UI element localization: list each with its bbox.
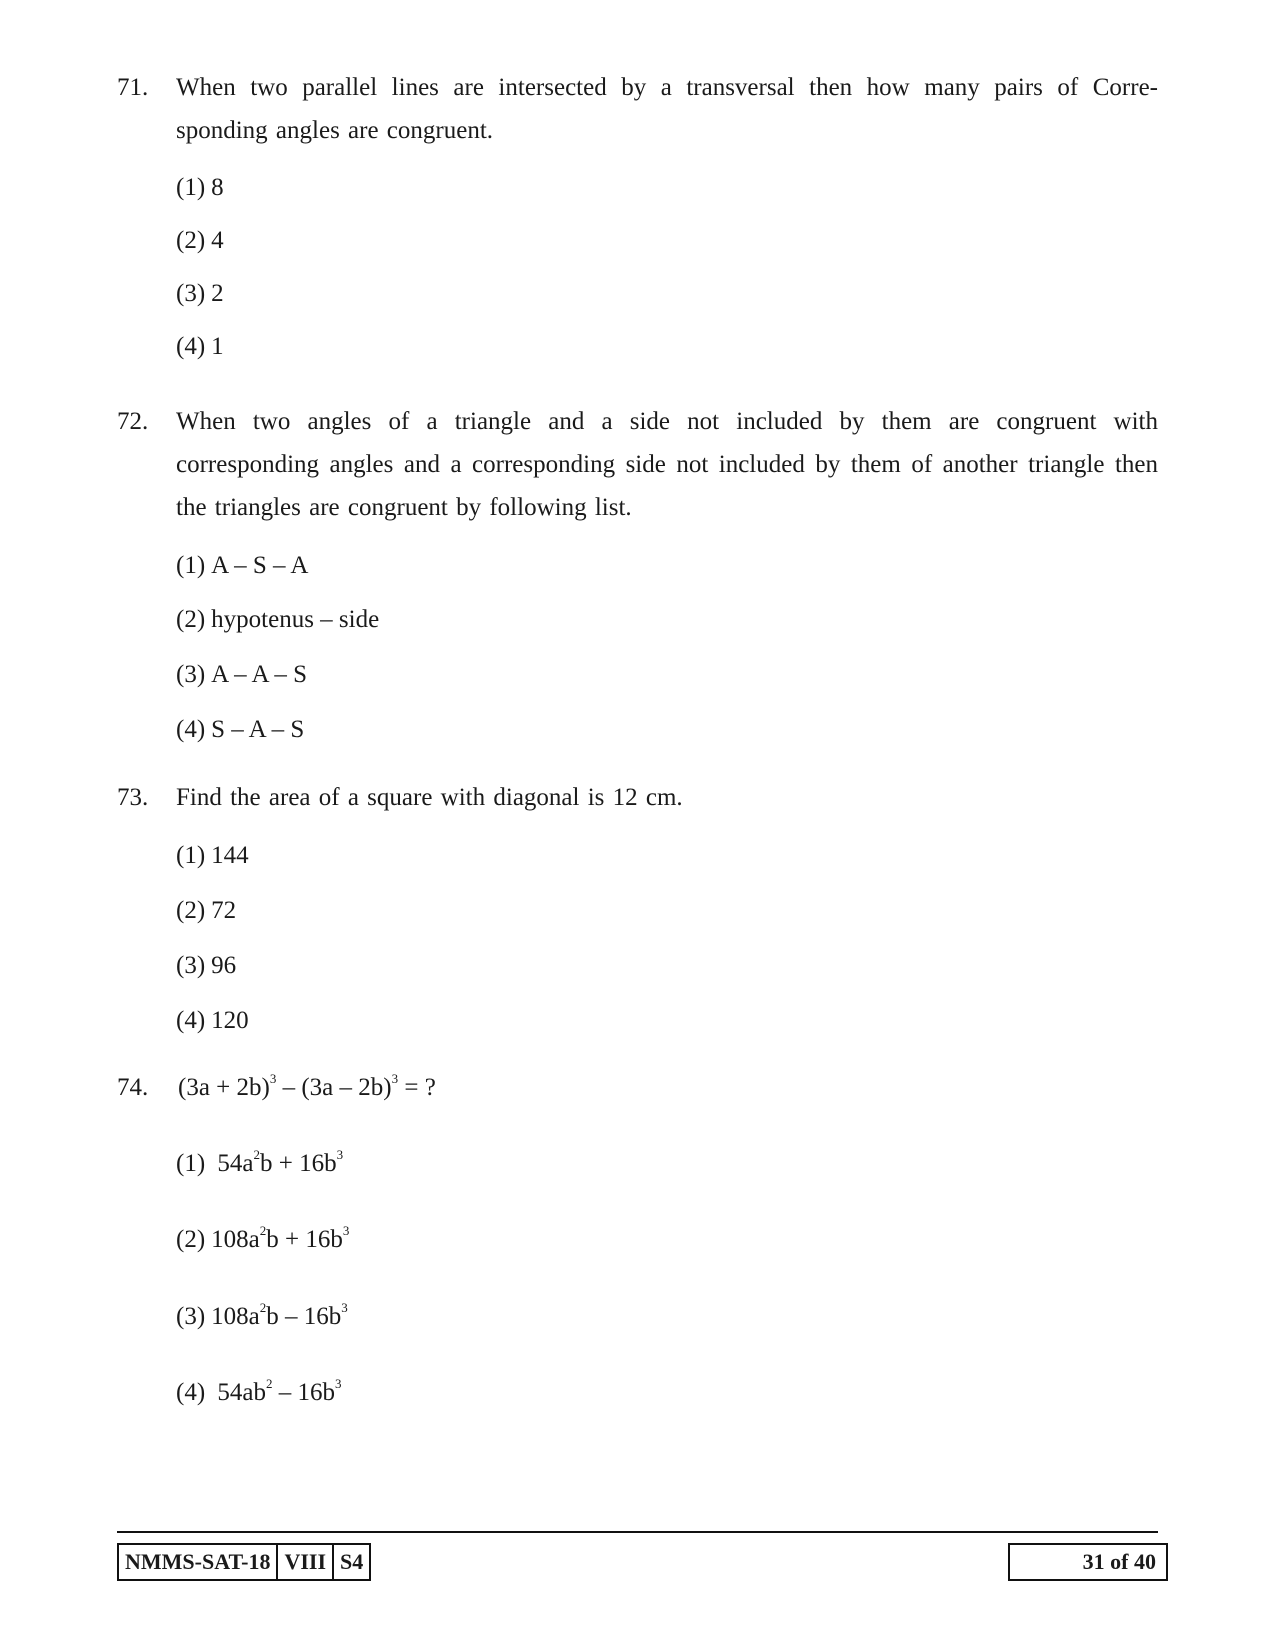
option-exponent: 3 <box>341 1300 348 1315</box>
option-label: (2) <box>176 227 206 254</box>
option-exponent: 3 <box>342 1223 350 1238</box>
option-label: (1) <box>176 552 206 579</box>
option-label: (3) <box>176 280 206 307</box>
option-value: 96 <box>211 952 237 979</box>
expr-exponent: 3 <box>391 1071 399 1086</box>
option-term: 54a <box>217 1150 254 1177</box>
question-number: 73. <box>117 784 149 811</box>
answer-option <box>176 896 236 926</box>
option-label: (1) <box>176 1150 206 1177</box>
footer-rule <box>117 1531 1158 1533</box>
expr-exponent: 3 <box>269 1071 277 1086</box>
expr-part: – (3a – 2b) <box>276 1074 392 1101</box>
option-label: (4) <box>176 716 206 743</box>
option-label: (3) <box>176 1303 206 1330</box>
option-exponent: 3 <box>335 1376 342 1391</box>
answer-option <box>176 1225 349 1255</box>
answer-option <box>176 332 224 362</box>
option-value: S – A – S <box>211 716 305 743</box>
option-term: b – 16b <box>266 1303 342 1330</box>
answer-option <box>176 1149 343 1179</box>
option-term: b + 16b <box>266 1226 343 1253</box>
question-number: 74. <box>117 1074 149 1101</box>
option-exponent: 2 <box>259 1223 267 1238</box>
option-term: b + 16b <box>260 1150 337 1177</box>
answer-option <box>176 715 304 745</box>
option-label: (2) <box>176 606 206 633</box>
question-expression <box>178 1073 436 1103</box>
answer-option <box>176 1006 249 1036</box>
option-label: (3) <box>176 661 206 688</box>
option-term: 108a <box>211 1303 260 1330</box>
answer-option <box>176 551 308 581</box>
option-value: A – A – S <box>211 661 308 688</box>
answer-option <box>176 841 249 871</box>
option-label: (1) <box>176 842 206 869</box>
exam-code: NMMS-SAT-18 <box>125 1549 271 1574</box>
answer-option <box>176 279 224 309</box>
option-exponent: 2 <box>266 1376 273 1391</box>
option-label: (1) <box>176 174 206 201</box>
option-label: (2) <box>176 897 206 924</box>
option-term: 108a <box>211 1226 260 1253</box>
option-label: (3) <box>176 952 206 979</box>
option-value: A – S – A <box>211 552 309 579</box>
exam-code-box <box>117 1543 371 1581</box>
expr-part: = ? <box>398 1074 436 1101</box>
option-exponent: 2 <box>253 1147 261 1162</box>
option-value: 1 <box>211 333 224 360</box>
option-value: 8 <box>211 174 224 201</box>
option-value: 4 <box>211 227 224 254</box>
answer-option <box>176 1378 342 1408</box>
option-label: (4) <box>176 1379 206 1406</box>
question-text: When two parallel lines are intersected by a transversal then how many pairs of Corre-sponding angles are congruent. <box>176 74 1158 144</box>
answer-option <box>176 605 379 635</box>
answer-option <box>176 951 236 981</box>
answer-option <box>176 1302 348 1332</box>
option-value: 120 <box>211 1007 249 1034</box>
exam-standard: VIII <box>276 1545 332 1579</box>
option-label: (4) <box>176 333 206 360</box>
question-number: 71. <box>117 74 149 101</box>
option-term: – 16b <box>272 1379 336 1406</box>
answer-option <box>176 173 224 203</box>
option-value: 72 <box>211 897 237 924</box>
question-text: When two angles of a triangle and a side not included by them are congruent with corresponding angles and a corresponding side not included by them of another triangle then the triangles are congruent by following list. <box>176 408 1158 521</box>
option-value: 2 <box>211 280 224 307</box>
exam-set: S4 <box>332 1545 369 1579</box>
page-number: 31 of 40 <box>1008 1543 1168 1581</box>
answer-option <box>176 660 307 690</box>
expr-part: (3a + 2b) <box>178 1074 270 1101</box>
question-number: 72. <box>117 408 149 435</box>
option-value: 144 <box>211 842 249 869</box>
option-label: (4) <box>176 1007 206 1034</box>
option-term: 54ab <box>217 1379 267 1406</box>
option-label: (2) <box>176 1226 206 1253</box>
option-exponent: 3 <box>336 1147 344 1162</box>
option-exponent: 2 <box>259 1300 267 1315</box>
option-value: hypotenus – side <box>211 606 380 633</box>
answer-option <box>176 226 224 256</box>
question-text: Find the area of a square with diagonal is 12 cm. <box>176 784 683 811</box>
